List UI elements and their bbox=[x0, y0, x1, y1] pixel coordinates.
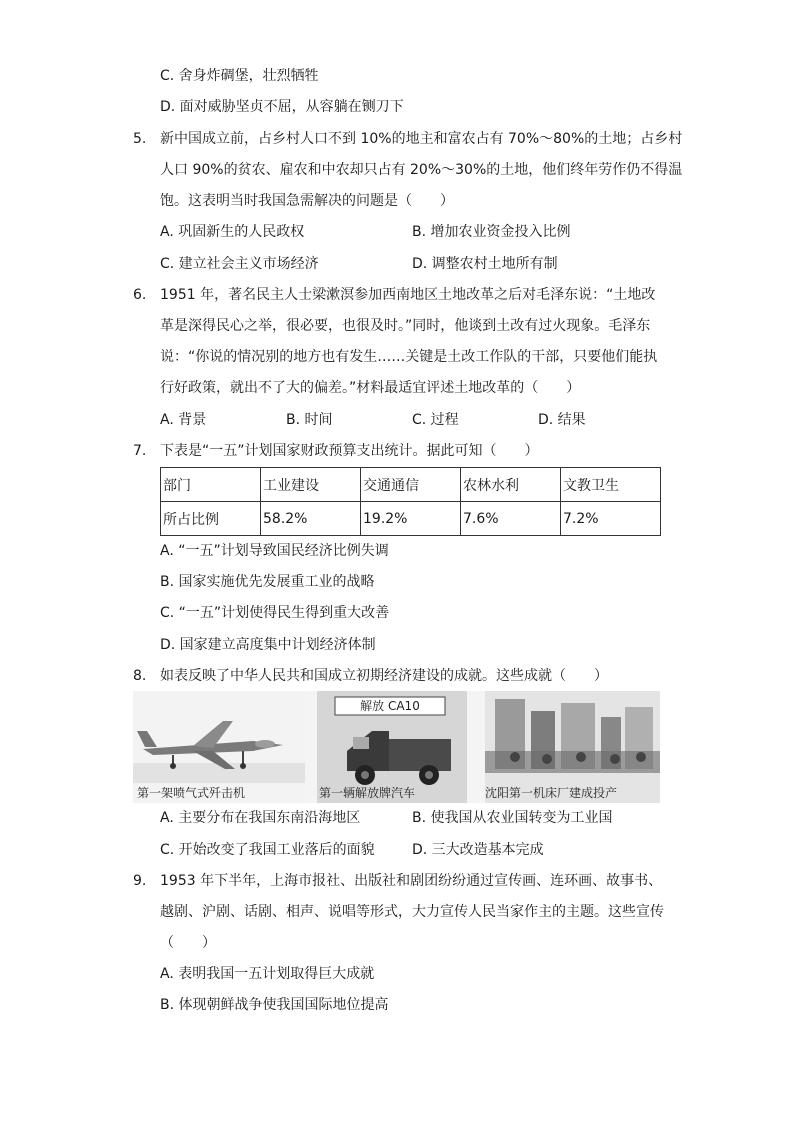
q6-number: 6. bbox=[133, 287, 147, 303]
q4-option-d: D. 面对威胁坚贞不屈，从容躺在铡刀下 bbox=[160, 99, 404, 115]
q7-option-a: A. “一五”计划导致国民经济比例失调 bbox=[160, 543, 389, 559]
table-cell: 工业建设 bbox=[261, 468, 361, 502]
q9-stem-line1: 1953 年下半年，上海市报社、出版社和剧团纷纷通过宣传画、连环画、故事书、 bbox=[160, 873, 663, 889]
q8-stem-line1: 如表反映了中华人民共和国成立初期经济建设的成就。这些成就（ ） bbox=[160, 668, 608, 684]
q4-option-c: C. 舍身炸碉堡，壮烈牺牲 bbox=[160, 68, 319, 84]
table-cell: 所占比例 bbox=[161, 502, 261, 536]
truck-photo bbox=[317, 691, 467, 803]
q6-option-d: D. 结果 bbox=[538, 412, 586, 428]
q7-number: 7. bbox=[133, 443, 147, 459]
photo-caption-factory: 沈阳第一机床厂建成投产 bbox=[485, 786, 618, 800]
photo-caption-jet: 第一架喷气式歼击机 bbox=[137, 786, 246, 800]
q8-option-d: D. 三大改造基本完成 bbox=[412, 842, 544, 858]
table-cell: 部门 bbox=[161, 468, 261, 502]
q6-stem-line3: 说：“你说的情况别的地方也有发生……关键是土改工作队的干部，只要他们能执 bbox=[160, 349, 658, 365]
factory-photo bbox=[485, 691, 660, 803]
table-header-row bbox=[161, 468, 661, 502]
q5-stem-line3: 饱。这表明当时我国急需解决的问题是（ ） bbox=[160, 193, 454, 209]
jet-fighter-photo bbox=[133, 691, 305, 803]
q5-option-c: C. 建立社会主义市场经济 bbox=[160, 256, 319, 272]
q6-stem-line4: 行好政策，就出不了大的偏差。”材料最适宜评述土地改革的（ ） bbox=[160, 380, 581, 396]
table-cell: 19.2% bbox=[361, 502, 461, 536]
photo-caption-truck: 第一辆解放牌汽车 bbox=[319, 786, 416, 800]
q9-number: 9. bbox=[133, 873, 147, 889]
q7-option-d: D. 国家建立高度集中计划经济体制 bbox=[160, 637, 376, 653]
q6-stem-line1: 1951 年，著名民主人士梁漱溟参加西南地区土地改革之后对毛泽东说：“土地改 bbox=[160, 287, 656, 303]
q7-option-b: B. 国家实施优先发展重工业的战略 bbox=[160, 574, 375, 590]
q8-option-c: C. 开始改变了我国工业落后的面貌 bbox=[160, 842, 375, 858]
table-cell: 农林水利 bbox=[461, 468, 561, 502]
budget-table bbox=[160, 467, 661, 536]
q5-stem-line1: 新中国成立前，占乡村人口不到 10%的地主和富农占有 70%～80%的土地；占乡村 bbox=[160, 131, 683, 147]
q5-stem-line2: 人口 90%的贫农、雇农和中农却只占有 20%～30%的土地，他们终年劳作仍不得温 bbox=[160, 162, 683, 178]
q7-option-c: C. “一五”计划使得民生得到重大改善 bbox=[160, 605, 390, 621]
q6-option-b: B. 时间 bbox=[286, 412, 333, 428]
table-cell: 交通通信 bbox=[361, 468, 461, 502]
q9-option-a: A. 表明我国一五计划取得巨大成就 bbox=[160, 966, 375, 982]
table-cell: 7.6% bbox=[461, 502, 561, 536]
q6-option-c: C. 过程 bbox=[412, 412, 459, 428]
q5-option-d: D. 调整农村土地所有制 bbox=[412, 256, 558, 272]
q8-number: 8. bbox=[133, 668, 147, 684]
table-cell: 58.2% bbox=[261, 502, 361, 536]
q9-stem-line3: （ ） bbox=[160, 935, 216, 951]
q5-option-a: A. 巩固新生的人民政权 bbox=[160, 224, 305, 240]
q8-option-b: B. 使我国从农业国转变为工业国 bbox=[412, 810, 613, 826]
q9-option-b: B. 体现朝鲜战争使我国国际地位提高 bbox=[160, 997, 389, 1013]
achievements-photo-strip bbox=[133, 691, 660, 803]
truck-sign: 解放 CA10 bbox=[360, 699, 420, 713]
q8-option-a: A. 主要分布在我国东南沿海地区 bbox=[160, 810, 361, 826]
q7-stem-line1: 下表是“一五”计划国家财政预算支出统计。据此可知（ ） bbox=[160, 443, 539, 459]
q6-option-a: A. 背景 bbox=[160, 412, 207, 428]
table-cell: 文教卫生 bbox=[561, 468, 661, 502]
q6-stem-line2: 革是深得民心之举，很必要，也很及时。”同时，他谈到土改有过火现象。毛泽东 bbox=[160, 318, 651, 334]
q5-option-b: B. 增加农业资金投入比例 bbox=[412, 224, 571, 240]
table-cell: 7.2% bbox=[561, 502, 661, 536]
q9-stem-line2: 越剧、沪剧、话剧、相声、说唱等形式，大力宣传人民当家作主的主题。这些宣传 bbox=[160, 904, 664, 920]
q5-number: 5. bbox=[133, 131, 147, 147]
table-row bbox=[161, 502, 661, 536]
